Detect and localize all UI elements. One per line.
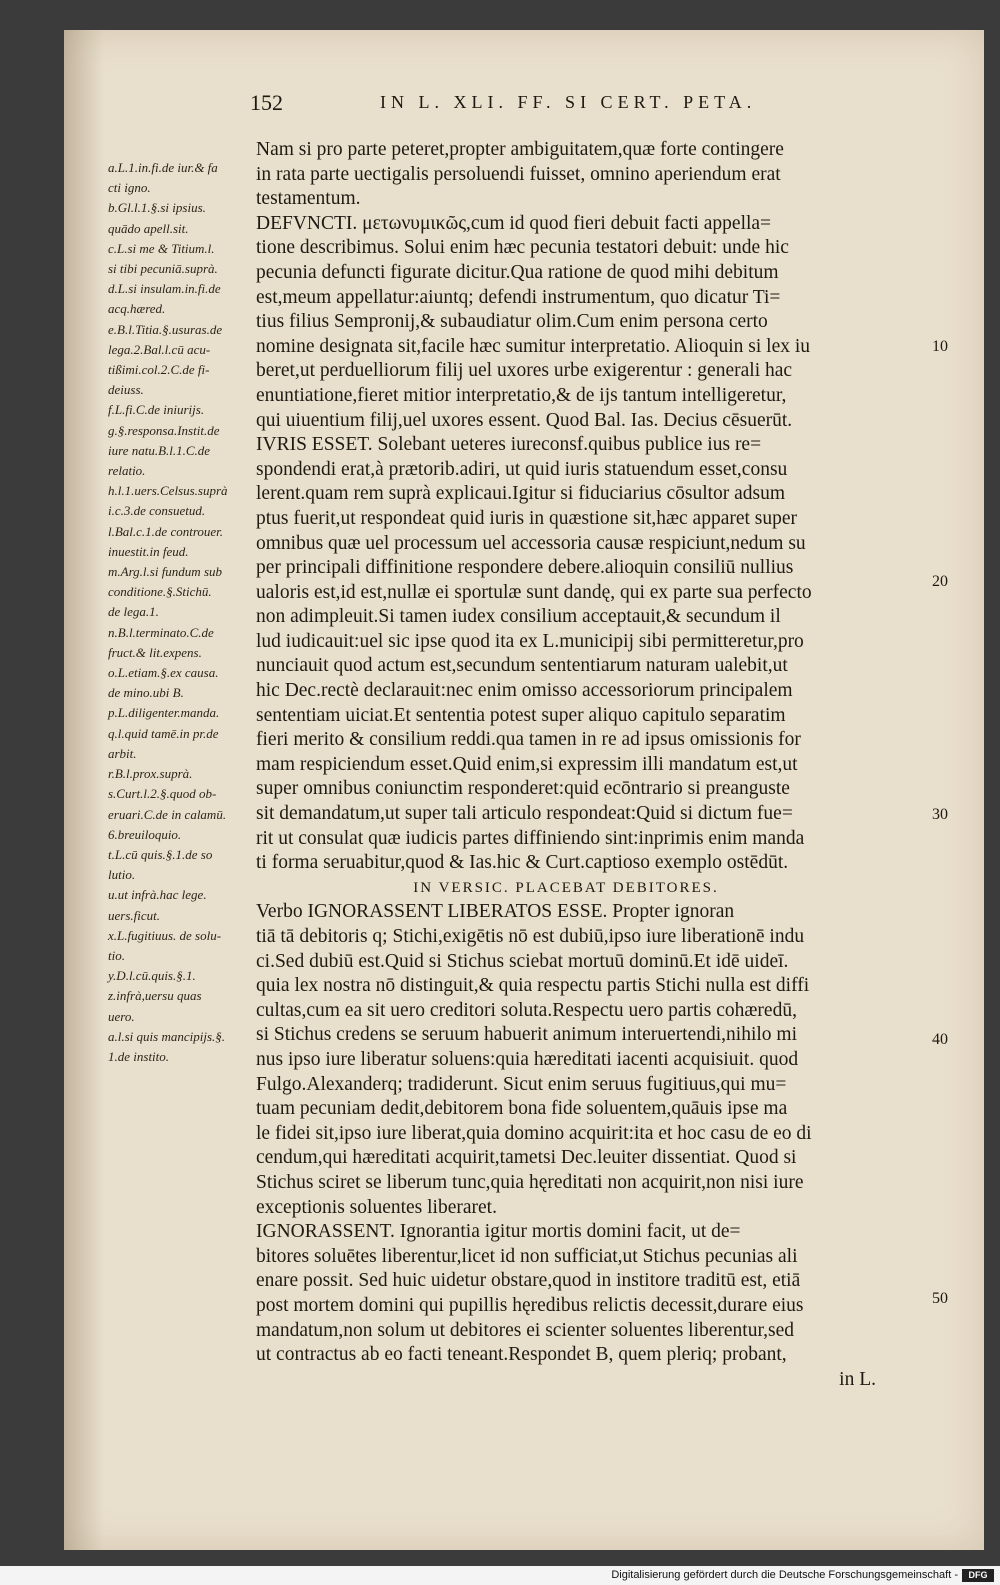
gutter-shade — [64, 30, 104, 1550]
marginal-note: h.l.1.uers.Celsus.suprà — [108, 483, 228, 499]
text-line: ualoris est,id est,nullæ ei sportulæ sunt dandę, qui ex parte sua perfecto — [256, 581, 812, 603]
marginal-note: eruari.C.de in calamū. — [108, 806, 227, 822]
line-number: 50 — [932, 1290, 948, 1307]
text-line: lerent.quam rem suprà explicaui.Igitur si fiduciarius cōsultor adsum — [256, 483, 786, 505]
marginal-note: a.l.si quis mancipijs.§. — [108, 1028, 226, 1044]
marginal-notes — [108, 158, 258, 1067]
text-line: Stichus sciret se liberum tunc,quia hęreditati non acquirit,non nisi iure — [256, 1171, 804, 1193]
digitization-footer — [0, 1566, 1000, 1585]
text-line: per principali diffinitione respondere debere.alioquin consiliū nullius — [256, 557, 794, 579]
text-line: cultas,cum ea sit uero creditori soluta.Respectu uero partis cohæredū, — [256, 999, 797, 1021]
marginal-note: lega.2.Bal.l.cū acu- — [108, 341, 211, 357]
marginal-note: u.ut infrà.hac lege. — [108, 887, 207, 903]
text-line: spondendi erat,à prætorib.adiri, ut quid iuris statuendum esset,consu — [256, 458, 788, 480]
marginal-note: y.D.l.cū.quis.§.1. — [108, 968, 196, 984]
running-head: IN L. XLI. FF. SI CERT. PETA. — [380, 92, 757, 112]
text-line: tiā tā debitoris q; Stichi,exigētis nō est dubiū,ipso iure liberationē indu — [256, 926, 805, 947]
marginal-note: i.c.3.de consuetud. — [108, 503, 206, 519]
marginal-note: lutio. — [108, 867, 136, 883]
text-line: ci.Sed dubiū est.Quid si Stichus sciebat mortuū dominū.Et idē uideī. — [256, 950, 789, 972]
text-line: super omnibus coniunctim responderet:quid ecōntrario si preanguste — [256, 778, 790, 800]
marginal-note: o.L.etiam.§.ex causa. — [108, 665, 219, 681]
text-line: enare possit. Sed huic uidetur obstare,quod in institore traditū est, etiā — [256, 1270, 801, 1292]
text-line: nus ipso iure liberatur soluens:quia hæreditati iacenti acquisiuit. quod — [256, 1048, 799, 1070]
text-line: testamentum. — [256, 188, 361, 210]
line-number: 10 — [932, 338, 948, 355]
marginal-note: q.l.quid tamē.in pr.de — [108, 725, 219, 741]
text-line: in rata parte uectigalis persoluendi fuisset, omnino aperiendum erat — [256, 163, 781, 185]
marginal-note: n.B.l.terminato.C.de — [108, 624, 214, 640]
marginal-note: uers.ficut. — [108, 907, 160, 923]
main-text-column — [256, 138, 876, 1392]
text-line: tius filius Sempronij,& subaudiatur olim.Cum enim persona certo — [256, 311, 768, 333]
marginal-note: f.L.fi.C.de iniurijs. — [108, 402, 205, 418]
marginal-note: iure natu.B.l.1.C.de — [108, 442, 211, 458]
marginal-note: arbit. — [108, 745, 137, 761]
text-line: beret,ut perduelliorum filij uel uxores urbe exigerentur : generali hac — [256, 360, 793, 382]
marginal-note: l.Bal.c.1.de controuer. — [108, 523, 224, 539]
marginal-note: s.Curt.l.2.§.quod ob- — [108, 786, 217, 802]
text-line: IVRIS ESSET. Solebant ueteres iureconsf.quibus publice ius re= — [256, 434, 762, 456]
marginal-note: m.Arg.l.si fundum sub — [108, 564, 222, 580]
text-line: enuntiatione,fieret mitior interpretatio,& de ijs tantum intelligeretur, — [256, 384, 787, 406]
text-line: nomine designata sit,facile hæc sumitur interpretatio. Alioquin si lex iu — [256, 335, 811, 357]
marginal-note: de lega.1. — [108, 604, 159, 620]
marginal-note: inuestit.in feud. — [108, 543, 189, 559]
text-line: bitores soluētes liberentur,licet id non sufficiat,ut Stichus pecunias ali — [256, 1245, 798, 1267]
text-line: qui uiuentium filij,uel uxores essent. Quod Bal. Ias. Decius cēsuerūt. — [256, 409, 793, 431]
marginal-note: x.L.fugitiuus. de solu- — [108, 927, 222, 943]
marginal-note: quādo apell.sit. — [108, 220, 189, 236]
text-line: IN VERSIC. PLACEBAT DEBITORES. — [413, 879, 719, 896]
text-line: in L. — [839, 1368, 876, 1390]
text-line: mandatum,non solum ut debitores ei scienter soluentes liberentur,sed — [256, 1319, 795, 1341]
text-line: tione describimus. Solui enim hæc pecunia testatori debuit: unde hic — [256, 237, 789, 259]
text-line: ti forma seruabitur,quod & Ias.hic & Curt.captioso exemplo ostēdūt. — [256, 852, 789, 874]
text-line: non adimpleuit.Si tamen iudex consilium acceptauit,& secundum il — [256, 606, 781, 628]
text-line: sententiam uiciat.Et sententia potest super aliquo capitulo separatim — [256, 704, 786, 726]
page-number: 152 — [250, 90, 283, 115]
marginal-note: uero. — [108, 1008, 135, 1024]
marginal-note: acq.hæred. — [108, 301, 166, 317]
text-line: lud iudicauit:uel sic ipse quod ita ex L.municipij sibi permitteretur,pro — [256, 630, 804, 652]
marginal-note: deiuss. — [108, 382, 144, 398]
text-line: fieri merito & consilium reddi.qua tamen in re ad ipsus omissionis for — [256, 729, 801, 751]
marginal-note: 1.de instito. — [108, 1048, 170, 1064]
line-number: 20 — [932, 573, 948, 590]
marginal-note: cti igno. — [108, 180, 151, 196]
text-line: si Stichus credens se seruum habuerit animum interuertendi,nihilo mi — [256, 1024, 798, 1046]
text-line: Fulgo.Alexanderq; tradiderunt. Sicut enim seruus fugitiuus,qui mu= — [256, 1073, 787, 1095]
marginal-note: r.B.l.prox.suprà. — [108, 766, 193, 782]
line-number: 30 — [932, 806, 948, 823]
text-line: nunciauit quod actum est,secundum sententiarum naturam ualebit,ut — [256, 655, 788, 677]
marginal-note: tißimi.col.2.C.de fi- — [108, 362, 210, 378]
dfg-logo: DFG — [962, 1569, 994, 1582]
text-line: rit ut consulat quæ iudicis partes diffiniendo sint:inprimis enim manda — [256, 827, 805, 849]
text-line: quia lex nostra nō distinguit,& quia respectu partis Stichi nulla est diffi — [256, 975, 810, 997]
text-line: hic Dec.rectè declarauit:nec enim omisso accessoriorum principalem — [256, 680, 793, 702]
marginal-note: 6.breuiloquio. — [108, 826, 182, 842]
text-line: post mortem domini qui pupillis hęredibus relictis decessit,durare eius — [256, 1294, 804, 1316]
text-line: Verbo IGNORASSENT LIBERATOS ESSE. Propter ignoran — [256, 901, 735, 923]
marginal-note: c.L.si me & Titium.l. — [108, 240, 215, 256]
marginal-note: d.L.si insulam.in.fi.de — [108, 281, 221, 297]
marginal-note: de mino.ubi B. — [108, 685, 184, 701]
text-line: tuam pecuniam dedit,debitorem bona fide soluentem,quāuis ipse ma — [256, 1098, 788, 1120]
text-line: cendum,qui hæreditati acquirit,tametsi Dec.leuiter dissentiat. Quod si — [256, 1147, 797, 1169]
marginal-note: t.L.cū quis.§.1.de so — [108, 846, 213, 862]
marginal-note: p.L.diligenter.manda. — [108, 705, 220, 721]
funding-credit: Digitalisierung gefördert durch die Deutsche Forschungsgemeinschaft - — [611, 1569, 958, 1581]
marginal-note: tio. — [108, 947, 125, 963]
marginal-note: a.L.1.in.fi.de iur.& fa — [108, 160, 218, 175]
marginal-note: relatio. — [108, 463, 146, 479]
text-line: DEFVNCTI. μετωνυμικῶς,cum id quod fieri debuit facti appella= — [256, 212, 772, 234]
marginal-note: g.§.responsa.Instit.de — [108, 422, 220, 438]
marginal-note: conditione.§.Stichū. — [108, 584, 212, 600]
marginal-note: si tibi pecuniā.suprà. — [108, 261, 218, 277]
text-line: IGNORASSENT. Ignorantia igitur mortis domini facit, ut de= — [256, 1221, 741, 1243]
text-line: pecunia defuncti figurate dicitur.Qua ratione de quod mihi debitum — [256, 261, 779, 283]
marginal-note: z.infrà,uersu quas — [108, 988, 202, 1004]
marginal-note: fruct.& lit.expens. — [108, 644, 202, 660]
text-line: omnibus quæ uel processum uel accessoria causæ respiciunt,nedum su — [256, 532, 806, 554]
marginal-note: b.Gl.l.1.§.si ipsius. — [108, 200, 206, 216]
text-line: mam respiciendum esset.Quid enim,si expressim illi mandatum est,ut — [256, 753, 798, 775]
text-line: sit demandatum,ut super tali articulo respondeat:Quid si dictum fue= — [256, 803, 793, 825]
text-line: ptus fuerit,ut respondeat quid iuris in quæstione sit,hæc apparet super — [256, 507, 798, 529]
marginal-note: e.B.l.Titia.§.usuras.de — [108, 321, 223, 337]
text-line: le fidei sit,ipso iure liberat,quia domino acquirit:ita et hoc casu de eo di — [256, 1122, 812, 1144]
text-line: exceptionis soluentes liberaret. — [256, 1196, 497, 1218]
text-line: est,meum appellatur:aiuntq; defendi instrumentum, quo dicatur Ti= — [256, 286, 781, 308]
line-number: 40 — [932, 1031, 948, 1048]
text-line: Nam si pro parte peteret,propter ambiguitatem,quæ forte contingere — [256, 139, 784, 160]
text-line: ut contractus ab eo facti teneant.Respondet B, quem pleriq; probant, — [256, 1344, 787, 1366]
